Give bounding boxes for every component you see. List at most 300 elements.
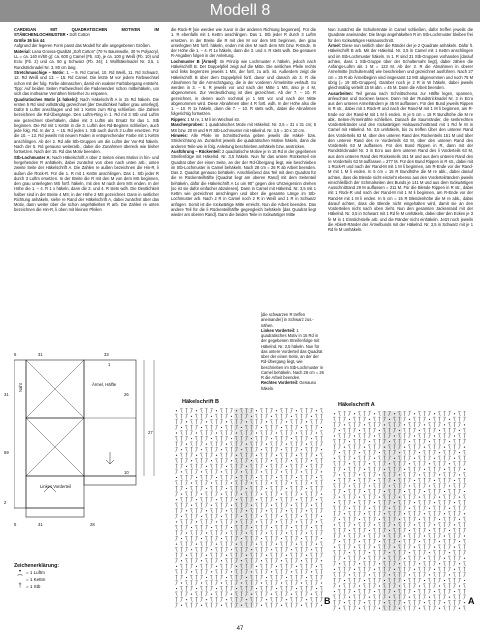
chart-stitch [231,514,233,518]
chart-stitch [271,409,273,413]
chart-stitch [206,514,208,518]
chart-stitch [271,425,273,429]
chart-stitch [369,423,371,427]
chart-stitch [306,520,308,524]
chart-stitch [201,481,203,485]
chart-stitch [316,432,317,433]
chart-stitch [261,442,263,446]
chart-stitch [261,449,262,450]
chart-stitch [424,434,426,438]
chart-stitch [464,456,466,460]
chart-stitch [444,434,446,438]
chart-stitch [404,450,406,454]
chart-stitch [221,564,223,568]
chart-stitch [389,419,390,420]
chart-stitch [281,564,283,568]
chart-stitch [281,597,283,601]
chart-stitch [414,578,416,582]
chart-stitch [311,420,313,424]
chart-stitch [464,495,466,499]
chart-stitch [429,508,430,509]
chart-stitch [321,538,322,539]
chart-stitch [459,595,461,599]
chart-stitch [444,417,446,421]
chart-stitch [359,412,361,416]
chart-stitch [176,531,178,535]
chart-stitch [266,488,267,489]
chart-stitch [181,453,183,457]
chart-stitch [344,595,346,599]
legend-label: = 1 Luftm [26,570,45,575]
chart-stitch [414,528,416,532]
chart-stitch [261,553,263,557]
chart-stitch [419,600,421,604]
chart-stitch [444,506,446,510]
chart-stitch [349,530,350,531]
chart-stitch [271,531,273,535]
chart-stitch [374,450,376,454]
chart-stitch [344,562,346,566]
chart-stitch [434,547,435,548]
chart-stitch [301,560,302,561]
chart-stitch [226,581,228,585]
chart-stitch [459,462,461,466]
chart-stitch [404,567,406,571]
chart-stitch [176,442,178,446]
chart-stitch [241,494,242,495]
chart-stitch [414,573,416,577]
chart-stitch [449,485,450,486]
chart-stitch [201,409,203,413]
chart-stitch [414,458,415,459]
chart-stitch [201,427,202,428]
chart-stitch [221,597,223,601]
chart-stitch [354,502,355,503]
chart-stitch [176,544,177,545]
chart-stitch [186,514,188,518]
chart-stitch [359,434,361,438]
schematic-num: 2 [4,500,7,505]
page-title: Modell 8 [209,2,271,19]
chart-stitch [449,562,451,566]
chart-stitch [409,597,410,598]
chart-stitch [334,600,336,604]
chart-stitch [321,464,323,468]
chart-stitch [414,428,416,432]
chart-stitch [186,564,188,568]
chart-stitch [236,455,237,456]
chart-stitch [321,553,323,557]
chart-stitch [266,586,268,590]
chart-stitch [379,412,381,416]
chart-stitch [454,467,456,471]
chart-stitch [176,553,178,557]
chart-stitch [349,463,350,464]
chart-stitch [344,428,346,432]
chart-stitch [439,573,441,577]
chart-stitch [354,417,356,421]
chart-stitch [281,516,282,517]
paragraph-heading: Linkes Vorderteil: [261,327,296,333]
chart-stitch [276,509,278,513]
chart-stitch [226,586,228,590]
chart-stitch [334,550,336,554]
chart-stitch [266,564,268,568]
chart-stitch [211,464,213,468]
chart-stitch [434,417,436,421]
chart-stitch [291,442,293,446]
chart-stitch [459,434,461,438]
chart-stitch [266,599,267,600]
chart-stitch [439,439,441,443]
chart-stitch [419,556,421,560]
paragraph [171,27,316,59]
chart-stitch [271,482,272,483]
chart-stitch [191,603,193,607]
chart-stitch [281,414,283,418]
chart-stitch [301,538,302,539]
chart-stitch [339,497,340,498]
chart-stitch [354,578,356,582]
chart-stitch [434,584,436,588]
chart-stitch [354,534,356,538]
chart-stitch [419,500,421,504]
chart-stitch [439,412,441,416]
chart-stitch [196,559,198,563]
chart-stitch [364,450,366,454]
chart-stitch [291,594,292,595]
chart-stitch [464,545,466,549]
chart-stitch [206,447,208,451]
chart-stitch [419,445,421,449]
chart-stitch [414,462,416,466]
chart-stitch [434,600,436,604]
chart-stitch [364,523,366,527]
chart-stitch [256,581,258,585]
chart-stitch [339,550,341,554]
chart-stitch [444,462,446,466]
chart-stitch [439,417,441,421]
chart-stitch [349,412,351,416]
chart-stitch [291,505,292,506]
chart-stitch [186,520,188,524]
chart-stitch [196,525,198,529]
chart-stitch [176,455,177,456]
chart-stitch [316,464,318,468]
chart-stitch [354,445,356,449]
chart-stitch [221,494,222,495]
chart-stitch [186,536,188,540]
text-column-1 [14,27,159,350]
paragraph-text: Alle Pfeile im Schnittschema geben jeweils die Häkel- bzw. Strickrichtung an. Zunächst jeweils die quadratischen Motive häkeln, dann die anderen Teile wie in folg. Anleitung beschrieben anhäkeln bzw. anstricken. [171,133,316,149]
chart-stitch [186,470,188,474]
chart-stitch [296,603,298,607]
chart-stitch [256,588,257,589]
chart-stitch [231,559,233,563]
chart-stitch [454,584,456,588]
chart-stitch [286,421,287,422]
chart-stitch [339,484,341,488]
chart-stitch [301,509,303,513]
chart-stitch [339,595,341,599]
chart-stitch [316,477,317,478]
chart-stitch [344,439,346,443]
chart-stitch [176,486,178,490]
chart-stitch [271,420,273,424]
chart-stitch [261,564,263,568]
chart-stitch [429,523,431,527]
chart-stitch [271,460,272,461]
chart-stitch [311,564,313,568]
schematic-lower-part [26,476,84,508]
chart-stitch [379,456,381,460]
chart-stitch [216,447,218,451]
chart-stitch [429,556,431,560]
chart-stitch [281,605,282,606]
chart-stitch [281,531,283,535]
chart-stitch [206,520,208,524]
chart-stitch [444,412,446,416]
chart-stitch [256,531,258,535]
chart-stitch [349,523,351,527]
chart-stitch [226,481,228,485]
chart-stitch [301,575,303,579]
page-number: 47 [236,626,244,632]
chart-stitch [316,470,318,474]
chart-stitch [306,409,308,413]
chart-stitch [196,603,198,607]
chart-stitch [379,452,380,453]
chart-stitch [424,484,426,488]
chart-stitch [349,467,351,471]
chart-stitch [439,519,440,520]
chart-stitch [354,423,356,427]
chart-stitch [311,409,313,413]
chart-stitch [399,430,400,431]
chart-stitch [424,417,426,421]
chart-stitch [236,432,237,433]
chart-stitch [384,469,385,470]
chart-stitch [291,597,293,601]
chart-stitch [191,575,193,579]
chart-stitch [339,452,340,453]
chart-stitch [429,419,430,420]
chart-stitch [296,521,297,522]
chart-stitch [334,606,336,610]
chart-stitch [311,453,313,457]
chart-stitch [434,428,436,432]
chart-stitch [409,412,411,416]
chart-stitch [464,473,466,477]
chart-stitch [221,516,222,517]
chart-stitch [236,544,237,545]
chart-stitch [186,436,188,440]
chart-stitch [409,600,411,604]
chart-stitch [201,582,202,583]
chart-stitch [296,481,298,485]
chart-stitch [201,442,203,446]
chart-stitch [449,478,451,482]
chart-stitch [281,570,283,574]
chart-stitch [359,484,361,488]
chart-stitch [181,486,183,490]
chart-stitch [211,549,212,550]
chart-stitch [296,514,298,518]
chart-stitch [316,425,318,429]
chart-stitch [419,534,421,538]
chart-stitch [231,447,233,451]
chart-stitch [261,516,262,517]
chart-stitch [379,600,381,604]
chart-stitch [429,600,431,604]
chart-stitch [286,481,288,485]
paragraph-text: 2 quadratische Motive je in 15 Rd in der gegebenen Streifenfolge mit Häkelnd. Nr. 3,5 häkeln. Nun für das untere Rückenteil ein Quadrat über der einen Seite, an der der Rd-Übergang liegt, wie beschrieben im Stb-Lochmuster in Camel behäkeln. Nach 28 cm = 26 R ab Arbeit beenden. Das 2. Quadrat genauso behäkeln. Anschließend das Teil mit dem Quadrat für die re Rückenteilhälfte [Quadrat liegt am oberen Rand] mit dem Seitenteil behäkeln, dafür die Häkelschrift A 1x um 90° gegen den Uhrzeigersinn drehen [so ist sie dafür einfacher abzulesen]. Dann in Camel mit Häkelnd. Nr. 3,5 mit 1 Kettm wie gezeichnet anschlingen und über die gesamte Länge im Stb-Lochmuster arb. Nach 2 R in Camel noch 2 R in Weiß und 1 R in Schwarz anfügen. Somit ist die rückwärtige Mitte erreicht. Nun die Arbeit beenden. Das andere Teil für die li Rückenteilhälfte gegengleich behäkeln [das Quadrat liegt wieder am oberen Rand]. Dann die beiden Teile in rückwärtiger Mitte [171,149,316,218]
chart-stitch [211,509,213,513]
chart-stitch [181,605,182,606]
chart-stitch [261,475,263,479]
chart-stitch [379,462,381,466]
chart-stitch [236,410,237,411]
chart-stitch [339,563,340,564]
chart-stitch [291,549,292,550]
chart-stitch [374,435,375,436]
chart-stitch [311,514,313,518]
chart-stitch [374,547,375,548]
chart-stitch [404,439,406,443]
paragraph [171,122,316,133]
chart-stitch [359,585,360,586]
chart-stitch [369,517,371,521]
chart-stitch [216,588,217,589]
chart-stitch [256,410,257,411]
chart-stitch [379,589,381,593]
chart-stitch [349,508,350,509]
chart-stitch [439,608,440,609]
chart-stitch [191,594,192,595]
chart-stitch [464,595,466,599]
chart-stitch [449,556,451,560]
chart-stitch [306,536,308,540]
chart-stitch [459,512,461,516]
chart-stitch [191,571,192,572]
chart-stitch [286,542,288,546]
chart-stitch [409,423,411,427]
chart-stitch [414,439,416,443]
chart-stitch [464,528,466,532]
chart-stitch [409,545,411,549]
chart-stitch [176,410,177,411]
chart-stitch [429,495,431,499]
chart-stitch [424,506,426,510]
text-column-2 [171,27,316,310]
chart-stitch [191,542,193,546]
chart-stitch [301,592,303,596]
chart-stitch [206,586,208,590]
chart-stitch [429,500,431,504]
chart-stitch [316,559,318,563]
chart-stitch [374,569,375,570]
chart-stitch [206,577,207,578]
chart-stitch [454,578,456,582]
chart-stitch [379,497,380,498]
chart-stitch [261,436,263,440]
paragraph-heading: Maschenproben: [171,122,204,128]
chart-stitch [191,509,193,513]
chart-stitch [266,603,268,607]
chart-stitch [449,567,451,571]
chart-stitch [261,531,263,535]
chart-stitch [429,589,431,593]
chart-stitch [201,486,203,490]
chart-stitch [306,497,308,501]
chart-stitch [176,464,178,468]
chart-stitch [226,444,227,445]
chart-stitch [191,586,193,590]
chart-stitch [186,599,187,600]
chart-stitch [364,456,366,460]
chart-stitch [246,488,247,489]
chart-stitch [449,508,450,509]
chart-stitch [216,559,218,563]
chart-stitch [359,556,361,560]
chart-stitch [359,417,361,421]
chart-stitch [316,547,318,551]
chart-stitch [359,506,361,510]
chart-stitch [306,431,308,435]
chart-stitch [439,528,441,532]
chart-stitch [261,542,263,546]
chart-stitch [271,470,273,474]
chart-stitch [339,519,340,520]
chart-stitch [216,525,218,529]
chart-stitch [291,460,292,461]
chart-stitch [459,578,461,582]
chart-stitch [344,500,346,504]
chart-stitch [394,480,395,481]
chart-stitch [296,414,298,418]
chart-stitch [374,480,375,481]
chart-stitch [256,547,258,551]
chart-stitch [414,600,416,604]
chart-stitch [316,481,318,485]
chart-stitch [419,456,421,460]
chart-stitch [256,486,258,490]
chart-stitch [186,581,188,585]
chart-stitch [424,495,426,499]
chart-stitch [291,475,293,479]
chart-stitch [344,528,346,532]
chart-stitch [251,527,252,528]
chart-stitch [429,512,431,516]
chart-stitch [206,559,208,563]
chart-stitch [296,531,298,535]
chart-stitch [364,573,366,577]
chart-stitch [301,486,303,490]
chart-stitch [306,503,308,507]
chart-stitch [191,581,193,585]
chart-stitch [206,425,208,429]
chart-stitch [311,571,312,572]
chart-stitch [186,481,188,485]
chart-stitch [291,514,293,518]
chart-stitch [316,566,317,567]
chart-stitch [261,414,263,418]
chart-stitch [271,581,273,585]
chart-stitch [176,536,178,540]
chart-stitch [454,600,456,604]
chart-stitch [316,503,318,507]
chart-stitch [191,559,193,563]
